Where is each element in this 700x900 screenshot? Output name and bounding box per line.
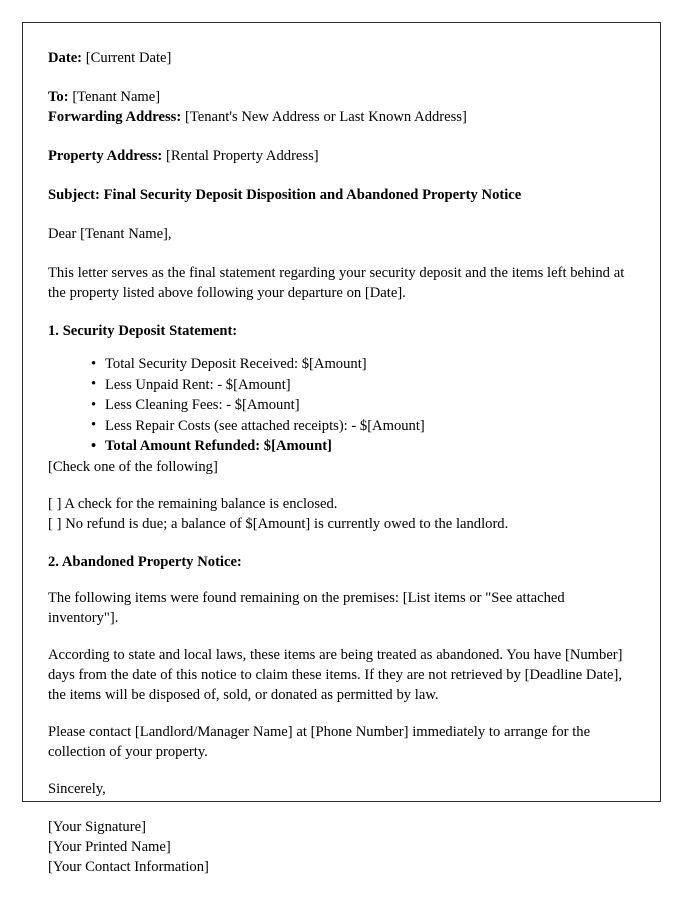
list-item-total: • Total Amount Refunded: $[Amount]: [91, 436, 626, 457]
section-1-heading: 1. Security Deposit Statement:: [48, 323, 238, 339]
contact-information-line: [Your Contact Information]: [48, 858, 209, 875]
property-address-line: [48, 146, 626, 166]
security-deposit-list: [48, 354, 626, 457]
checkbox-options-group: [48, 494, 626, 534]
to-label: To:: [48, 89, 69, 105]
checkbox-option-enclosed[interactable]: [ ] A check for the remaining balance is enclosed.: [48, 495, 338, 512]
property-address-value: [Rental Property Address]: [166, 148, 319, 164]
recipient-block: [48, 87, 626, 127]
document-page: [22, 22, 661, 875]
forwarding-address-value: [Tenant's New Address or Last Known Address]: [184, 109, 467, 125]
date-line: [48, 48, 626, 68]
printed-name-line: [Your Printed Name]: [48, 838, 171, 855]
list-item: • Less Unpaid Rent: - $[Amount]: [91, 375, 626, 396]
date-label: Date:: [48, 50, 83, 66]
checkbox-option-no-refund[interactable]: [ ] No refund is due; a balance of $[Amount] is currently owed to the landlord.: [48, 515, 509, 532]
date-value: [Current Date]: [85, 50, 172, 66]
subject-line: Subject: Final Security Deposit Disposition and Abandoned Property Notice: [48, 187, 522, 203]
list-item: • Total Security Deposit Received: $[Amount]: [91, 354, 626, 375]
property-address-label: Property Address:: [48, 148, 163, 164]
signature-line: [Your Signature]: [48, 818, 146, 835]
list-item: • Less Repair Costs (see attached receipts): - $[Amount]: [91, 416, 626, 437]
list-item: • Less Cleaning Fees: - $[Amount]: [91, 395, 626, 416]
forwarding-address-label: Forwarding Address:: [48, 109, 182, 125]
abandonment-laws-paragraph: According to state and local laws, these items are being treated as abandoned. You have [Number] days from the date of this notice to claim these items. If they are not retrieved by [Deadline Date], the items will be disposed of, sold, or donated as permitted by law.: [48, 646, 623, 703]
signature-block: [48, 817, 626, 877]
to-value: [Tenant Name]: [72, 89, 161, 105]
items-found-paragraph: The following items were found remaining on the premises: [List items or "See attached inventory"].: [48, 589, 565, 626]
contact-paragraph: Please contact [Landlord/Manager Name] at [Phone Number] immediately to arrange for the collection of your property.: [48, 723, 591, 760]
document-body: [48, 24, 626, 877]
forwarding-address-line: [48, 107, 626, 127]
section-2-heading: 2. Abandoned Property Notice:: [48, 553, 242, 570]
to-line: [48, 87, 626, 107]
check-instruction: [Check one of the following]: [48, 458, 218, 475]
intro-paragraph: This letter serves as the final statement regarding your security deposit and the items left behind at the property listed above following your departure on [Date].: [48, 265, 625, 301]
salutation: Dear [Tenant Name],: [48, 226, 172, 242]
sincerely-line: Sincerely,: [48, 780, 106, 797]
